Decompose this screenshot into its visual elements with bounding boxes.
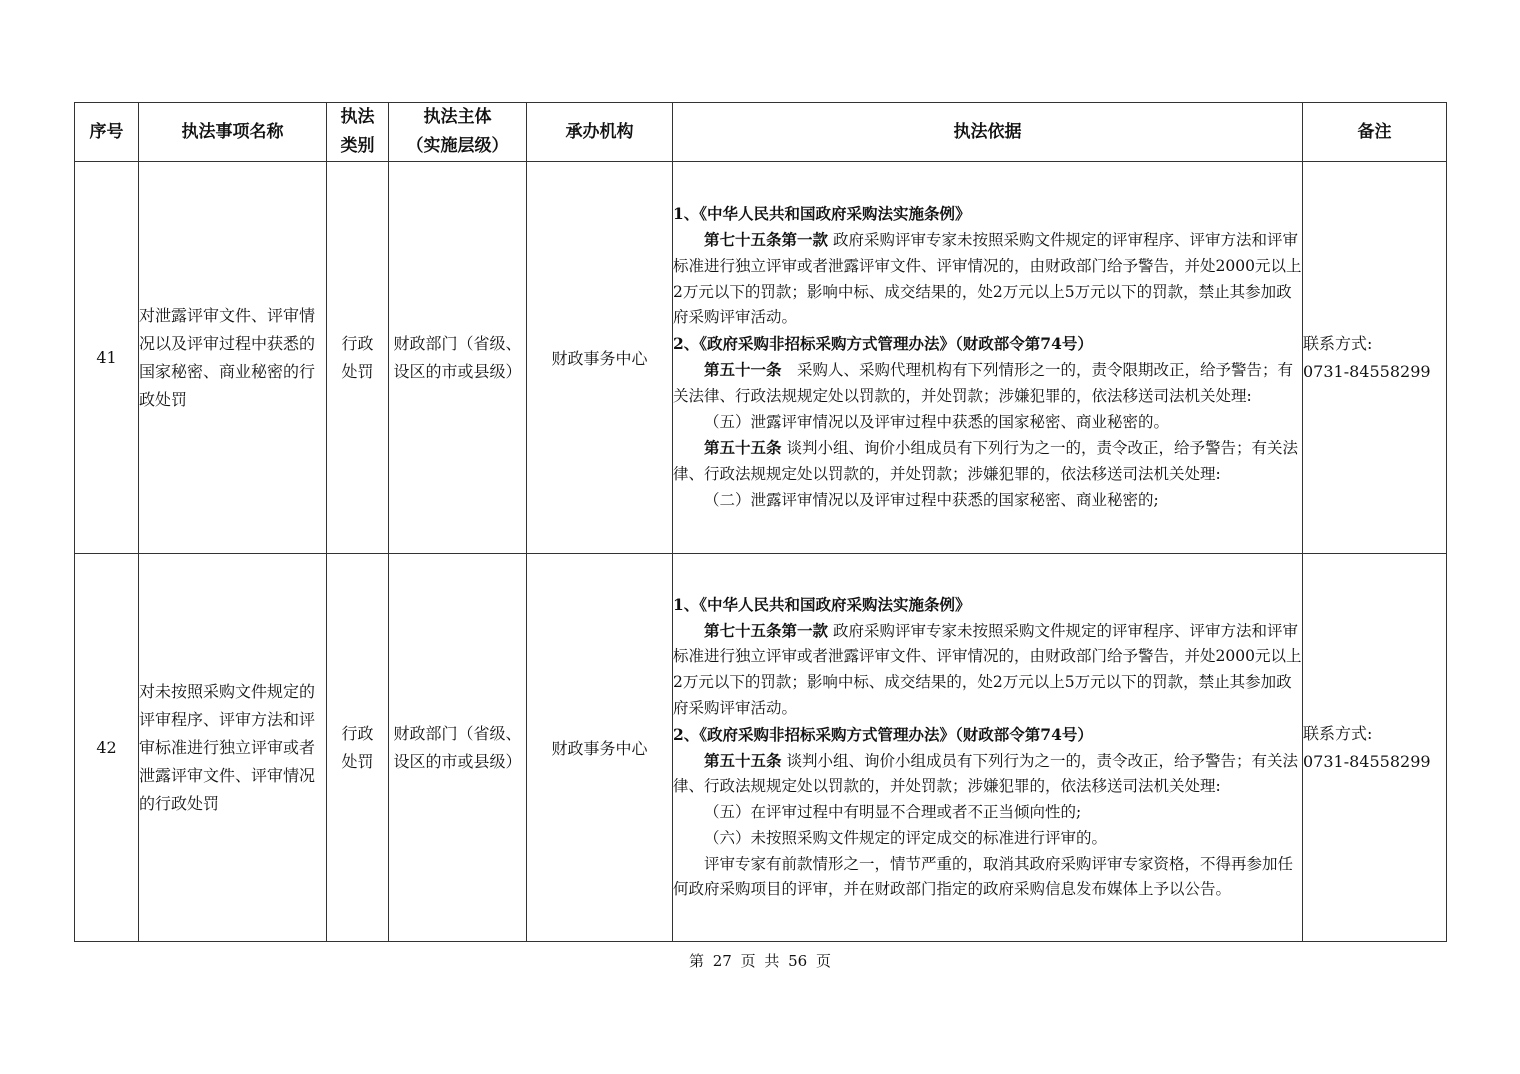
row-category-line2: 处罚	[341, 361, 374, 381]
header-note: 备注	[1303, 103, 1447, 162]
article-number: 第五十五条	[704, 750, 782, 770]
note-label: 联系方式:	[1303, 723, 1373, 743]
law-item: （五）在评审过程中有明显不合理或者不正当倾向性的;	[704, 803, 1082, 822]
law-paragraph	[673, 435, 1302, 488]
law-title: 1、《中华人民共和国政府采购法实施条例》	[673, 204, 971, 224]
law-paragraph	[673, 748, 1302, 801]
row-subject: 财政部门（省级、设区的市或县级）	[389, 554, 527, 942]
row-category-line1: 行政	[341, 333, 374, 353]
article-text: 谈判小组、询价小组成员有下列行为之一的，责令改正，给予警告；有关法律、行政法规规定处以罚款的，并处罚款；涉嫌犯罪的，依法移送司法机关处理:	[673, 439, 1298, 484]
table-row	[75, 162, 1447, 554]
header-basis: 执法依据	[673, 103, 1303, 162]
article-number: 第五十一条	[704, 360, 782, 379]
article-text: 谈判小组、询价小组成员有下列行为之一的，责令改正，给予警告；有关法律、行政法规规定处以罚款的，并处罚款；涉嫌犯罪的，依法移送司法机关处理:	[673, 751, 1298, 796]
article-number: 第七十五条第一款	[704, 620, 829, 640]
row-note	[1303, 162, 1447, 554]
header-category-line1: 执法	[340, 107, 375, 127]
row-basis	[673, 554, 1303, 942]
row-item-name: 对泄露评审文件、评审情况以及评审过程中获悉的国家秘密、商业秘密的行政处罚	[139, 162, 327, 554]
row-seq: 42	[75, 554, 139, 942]
row-agency: 财政事务中心	[527, 162, 673, 554]
law-item: （六）未按照采购文件规定的评定成交的标准进行评审的。	[704, 828, 1108, 847]
row-seq: 41	[75, 162, 139, 554]
page-footer: 第 27 页 共 56 页	[688, 952, 831, 970]
row-item-name: 对未按照采购文件规定的评审程序、评审方法和评审标准进行独立评审或者泄露评审文件、评审情况的行政处罚	[139, 554, 327, 942]
article-number: 第七十五条第一款	[704, 230, 829, 250]
note-label: 联系方式:	[1303, 333, 1373, 353]
header-row	[75, 103, 1447, 162]
header-category-line2: 类别	[340, 136, 375, 156]
row-category	[327, 162, 389, 554]
header-subject-line2: （实施层级）	[406, 136, 509, 156]
row-note	[1303, 554, 1447, 942]
law-paragraph: 评审专家有前款情形之一，情节严重的，取消其政府采购评审专家资格，不得再参加任何政府采购项目的评审，并在财政部门指定的政府采购信息发布媒体上予以公告。	[673, 854, 1294, 899]
row-agency: 财政事务中心	[527, 554, 673, 942]
header-agency: 承办机构	[527, 103, 673, 162]
row-subject: 财政部门（省级、设区的市或县级）	[389, 162, 527, 554]
row-category-line2: 处罚	[341, 751, 374, 771]
header-name: 执法事项名称	[139, 103, 327, 162]
article-text: 政府采购评审专家未按照采购文件规定的评审程序、评审方法和评审标准进行独立评审或者泄露评审文件、评审情况的，由财政部门给予警告，并处2000元以上2万元以下的罚款；影响中标、成交结果的，处2万元以上5万元以下的罚款，禁止其参加政府采购评审活动。	[673, 621, 1302, 717]
article-text: 政府采购评审专家未按照采购文件规定的评审程序、评审方法和评审标准进行独立评审或者泄露评审文件、评审情况的，由财政部门给予警告，并处2000元以上2万元以下的罚款；影响中标、成交结果的，处2万元以上5万元以下的罚款，禁止其参加政府采购评审活动。	[673, 231, 1302, 327]
row-category-line1: 行政	[341, 723, 374, 743]
header-subject-line1: 执法主体	[423, 107, 492, 127]
law-paragraph	[673, 618, 1302, 722]
row-category	[327, 554, 389, 942]
enforcement-table	[74, 102, 1447, 942]
law-item: （二）泄露评审情况以及评审过程中获悉的国家秘密、商业秘密的;	[704, 490, 1159, 509]
law-title: 2、《政府采购非招标采购方式管理办法》（财政部令第74号）	[673, 334, 1093, 354]
header-category	[327, 103, 389, 162]
note-phone: 0731-84558299	[1303, 751, 1431, 771]
law-paragraph	[673, 357, 1302, 410]
header-subject	[389, 103, 527, 162]
law-paragraph	[673, 227, 1302, 331]
article-number: 第五十五条	[704, 438, 782, 458]
law-title: 2、《政府采购非招标采购方式管理办法》（财政部令第74号）	[673, 724, 1093, 744]
note-phone: 0731-84558299	[1303, 361, 1431, 381]
table-row	[75, 554, 1447, 942]
article-text: 采购人、采购代理机构有下列情形之一的，责令限期改正，给予警告；有关法律、行政法规规定处以罚款的，并处罚款；涉嫌犯罪的，依法移送司法机关处理:	[673, 361, 1294, 405]
law-item: （五）泄露评审情况以及评审过程中获悉的国家秘密、商业秘密的。	[704, 412, 1170, 431]
row-basis	[673, 162, 1303, 554]
header-seq: 序号	[75, 103, 139, 162]
law-title: 1、《中华人民共和国政府采购法实施条例》	[673, 594, 971, 614]
